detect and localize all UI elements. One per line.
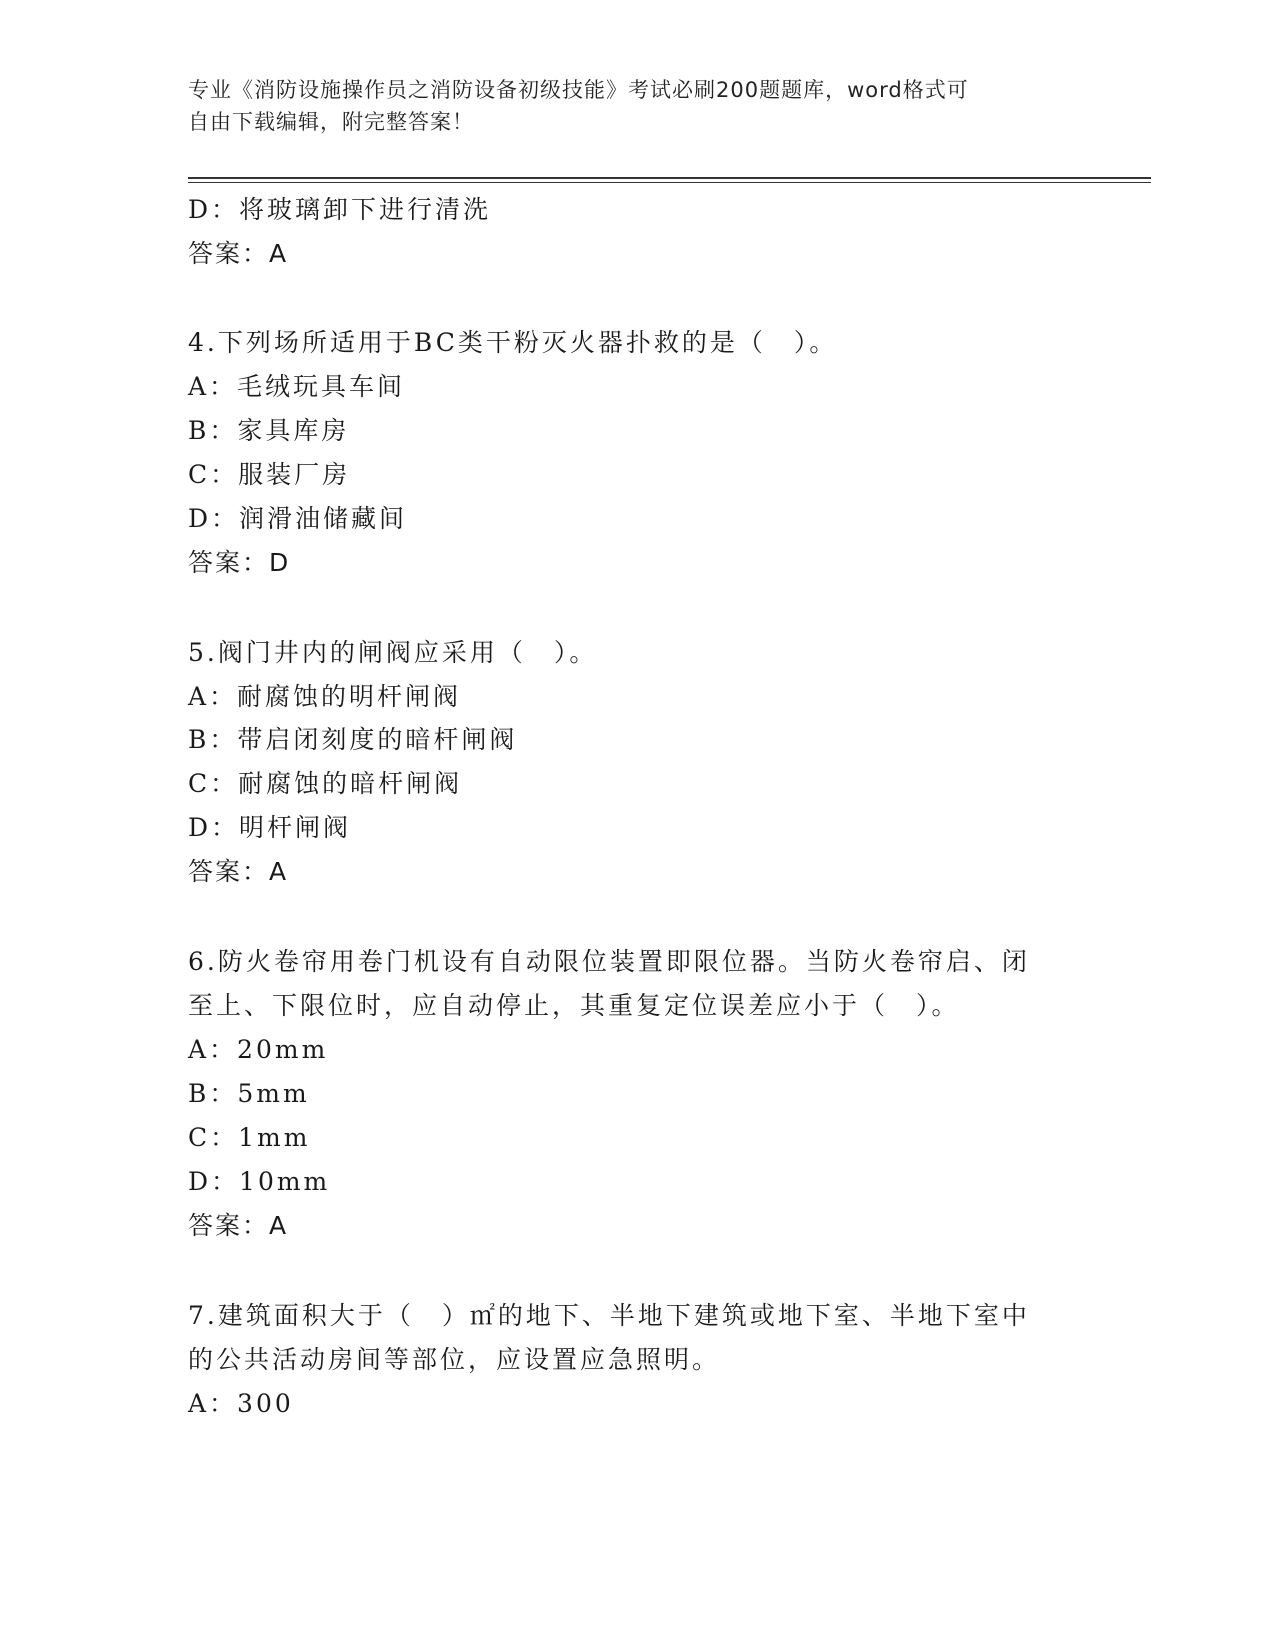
q5-option-b: B：带启闭刻度的暗杆闸阀 bbox=[188, 725, 518, 754]
q5-answer: 答案：A bbox=[188, 857, 289, 886]
q5-option-c: C：耐腐蚀的暗杆闸阀 bbox=[188, 769, 463, 798]
q7-stem-line-2: 的公共活动房间等部位，应设置应急照明。 bbox=[188, 1345, 721, 1374]
q7-option-a: A：300 bbox=[188, 1389, 294, 1418]
q7-stem-line-1: 7.建筑面积大于（ ）㎡的地下、半地下建筑或地下室、半地下室中 bbox=[188, 1301, 1030, 1330]
header-divider-thin bbox=[188, 182, 1151, 183]
q4-stem: 4.下列场所适用于BC类干粉灭火器扑救的是（ ）。 bbox=[188, 328, 838, 357]
q4-option-c: C：服装厂房 bbox=[188, 460, 351, 489]
q6-option-b: B：5mm bbox=[188, 1079, 310, 1108]
q5-option-a: A：耐腐蚀的明杆闸阀 bbox=[188, 682, 462, 711]
q5-option-d: D：明杆闸阀 bbox=[188, 813, 352, 842]
q6-option-d: D：10mm bbox=[188, 1167, 331, 1196]
header-line-1: 专业《消防设施操作员之消防设备初级技能》考试必刷200题题库，word格式可 bbox=[188, 78, 969, 102]
header-line-2: 自由下载编辑，附完整答案！ bbox=[188, 110, 474, 134]
q5-stem: 5.阀门井内的闸阀应采用（ ）。 bbox=[188, 638, 598, 667]
q3-answer: 答案：A bbox=[188, 239, 289, 268]
q6-option-c: C：1mm bbox=[188, 1123, 311, 1152]
header-divider-thick bbox=[188, 177, 1151, 179]
q4-option-a: A：毛绒玩具车间 bbox=[188, 372, 406, 401]
q4-option-b: B：家具库房 bbox=[188, 416, 350, 445]
q6-option-a: A：20mm bbox=[188, 1035, 329, 1064]
q3-option-d: D：将玻璃卸下进行清洗 bbox=[188, 195, 492, 224]
q6-stem-line-1: 6.防火卷帘用卷门机设有自动限位装置即限位器。当防火卷帘启、闭 bbox=[188, 947, 1030, 976]
q4-option-d: D：润滑油储藏间 bbox=[188, 504, 408, 533]
q6-stem-line-2: 至上、下限位时，应自动停止，其重复定位误差应小于（ ）。 bbox=[188, 991, 960, 1020]
q4-answer: 答案：D bbox=[188, 548, 291, 577]
document-header bbox=[188, 74, 1068, 138]
q6-answer: 答案：A bbox=[188, 1211, 289, 1240]
